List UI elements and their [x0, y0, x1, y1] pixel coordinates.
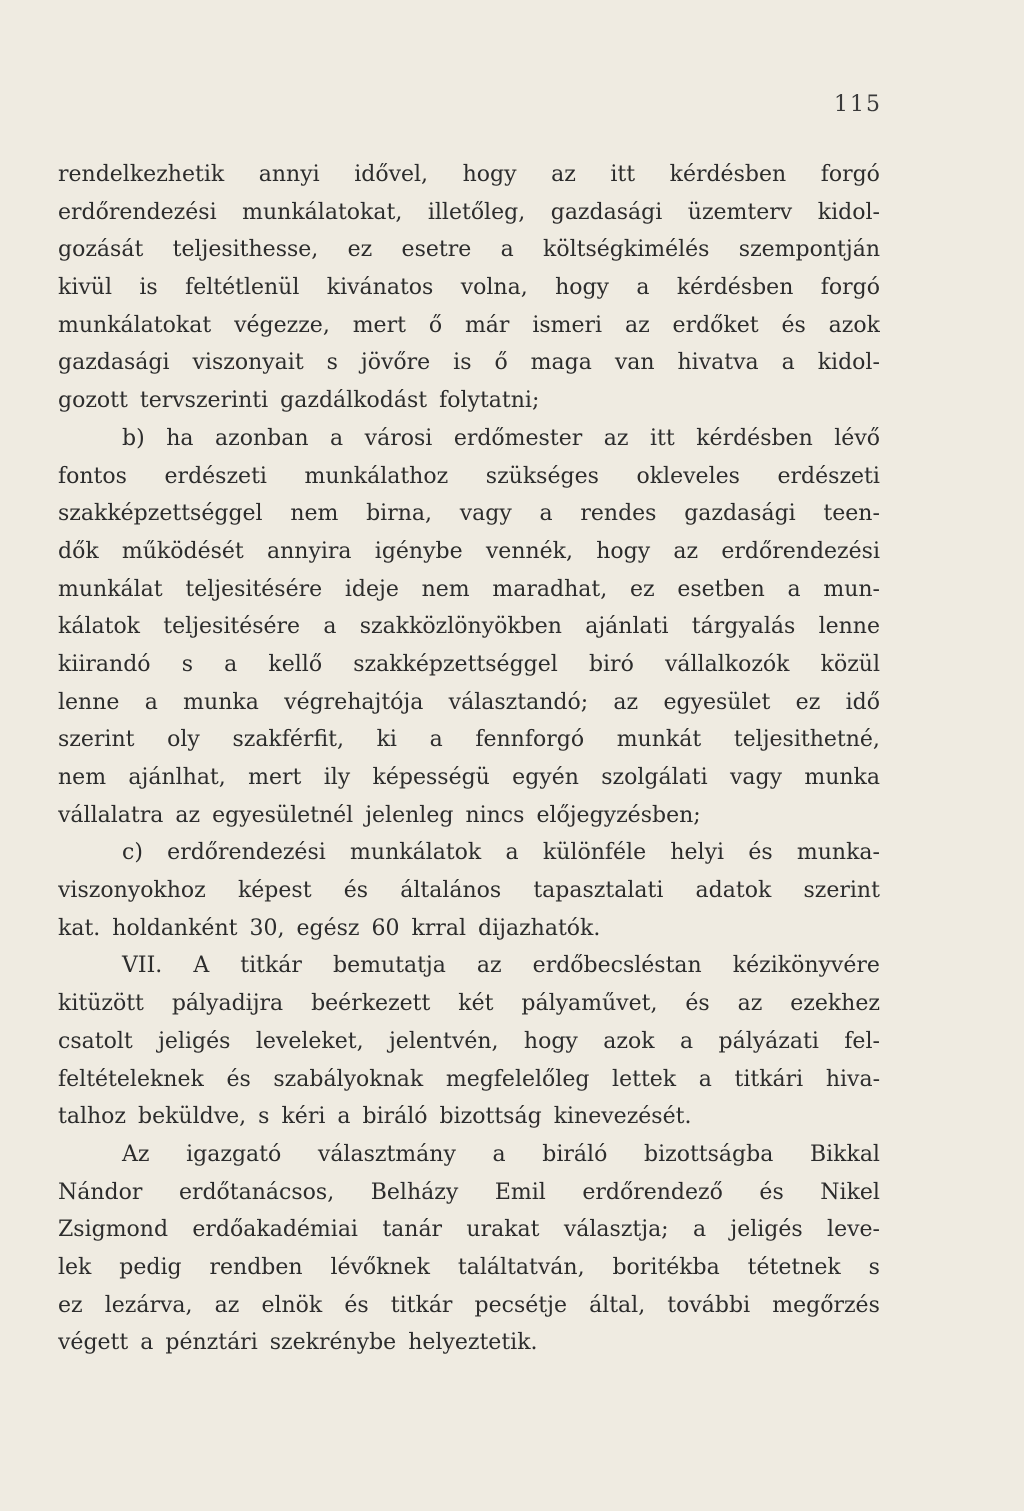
text-line: szerint oly szakférfit, ki a fennforgó munkát teljesithetné, — [58, 727, 880, 753]
text-line: ez lezárva, az elnök és titkár pecsétje által, további megőrzés — [58, 1292, 880, 1318]
text-line: Nándor erdőtanácsos, Belházy Emil erdőrendező és Nikel — [58, 1179, 880, 1205]
text-line: végett a pénztári szekrénybe helyeztetik. — [58, 1330, 538, 1356]
text-line: erdőrendezési munkálatokat, illetőleg, gazdasági üzemterv kidol- — [58, 199, 880, 225]
text-line: Az igazgató választmány a biráló bizottságba Bikkal — [122, 1141, 880, 1167]
text-line: vállalatra az egyesületnél jelenleg nincs előjegyzésben; — [58, 802, 701, 828]
text-line: munkálat teljesitésére ideje nem maradhat, ez esetben a mun- — [58, 576, 880, 602]
text-line: lenne a munka végrehajtója választandó; az egyesület ez idő — [58, 689, 880, 715]
text-line: feltételeknek és szabályoknak megfelelőleg lettek a titkári hiva- — [58, 1066, 880, 1092]
text-line: csatolt jeligés leveleket, jelentvén, hogy azok a pályázati fel- — [58, 1028, 880, 1054]
text-line: kivül is feltétlenül kivánatos volna, hogy a kérdésben forgó — [58, 275, 880, 301]
text-line: talhoz beküldve, s kéri a biráló bizottság kinevezését. — [58, 1104, 692, 1130]
text-line: b) ha azonban a városi erdőmester az itt kérdésben lévő — [122, 425, 880, 451]
text-line: VII. A titkár bemutatja az erdőbecsléstan kézikönyvére — [122, 953, 880, 979]
text-line: lek pedig rendben lévőknek találtatván, boritékba tétetnek s — [58, 1254, 880, 1280]
text-line: gazdasági viszonyait s jövőre is ő maga van hivatva a kidol- — [58, 350, 880, 376]
page-number: 115 — [834, 92, 882, 117]
text-line: rendelkezhetik annyi idővel, hogy az itt kérdésben forgó — [58, 162, 880, 187]
body-text — [58, 156, 880, 1362]
text-line: kitüzött pályadijra beérkezett két pályaművet, és az ezekhez — [58, 991, 880, 1017]
text-line: fontos erdészeti munkálathoz szükséges okleveles erdészeti — [58, 463, 880, 489]
text-line: kiirandó s a kellő szakképzettséggel biró vállalkozók közül — [58, 651, 880, 677]
text-line: szakképzettséggel nem birna, vagy a rendes gazdasági teen- — [58, 501, 880, 527]
text-line: kat. holdanként 30, egész 60 krral dijazhatók. — [58, 915, 601, 941]
text-line: gozott tervszerinti gazdálkodást folytatni; — [58, 388, 540, 414]
text-line: viszonyokhoz képest és általános tapasztalati adatok szerint — [58, 878, 880, 904]
text-line: Zsigmond erdőakadémiai tanár urakat választja; a jeligés leve- — [58, 1217, 880, 1243]
text-line: kálatok teljesitésére a szakközlönyökben ajánlati tárgyalás lenne — [58, 614, 880, 640]
text-line: c) erdőrendezési munkálatok a különféle helyi és munka- — [122, 840, 880, 866]
text-line: nem ajánlhat, mert ily képességü egyén szolgálati vagy munka — [58, 765, 880, 790]
text-line: gozását teljesithesse, ez esetre a költségkimélés szempontján — [58, 237, 880, 263]
text-line: dők működését annyira igénybe vennék, hogy az erdőrendezési — [58, 538, 880, 564]
text-line: munkálatokat végezze, mert ő már ismeri az erdőket és azok — [58, 312, 880, 338]
